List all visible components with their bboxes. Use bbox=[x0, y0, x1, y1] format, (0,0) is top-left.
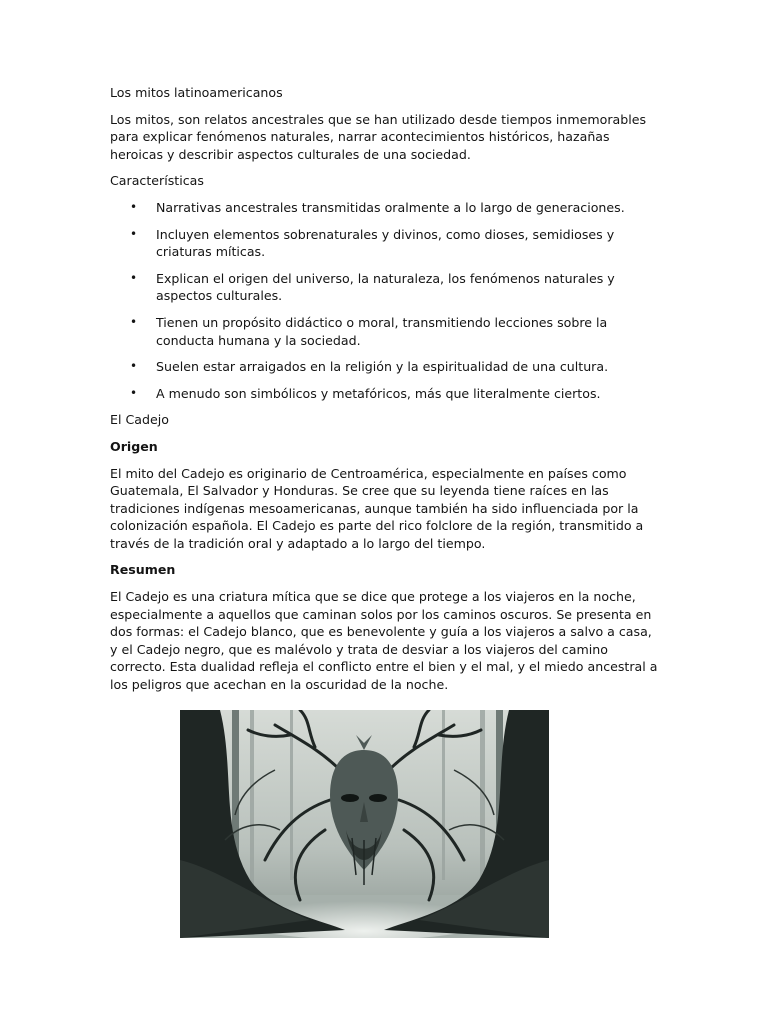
origin-paragraph: El mito del Cadejo es originario de Centroamérica, especialmente en países como Guatemala, El Salvador y Honduras. Se cree que su leyenda tiene raíces en las tradiciones indígenas mesoamericanas, aunque también ha sido influenciada por la colonización española. El Cadejo es parte del rico folclore de la región, transmitido a través de la tradición oral y adaptado a lo largo del tiempo. bbox=[110, 465, 644, 551]
list-item-text: A menudo son simbólicos y metafóricos, más que literalmente ciertos. bbox=[156, 385, 601, 401]
forest-spirit-image bbox=[180, 710, 549, 938]
characteristics-list bbox=[110, 199, 658, 402]
list-item bbox=[110, 270, 658, 305]
bullet-icon: • bbox=[130, 314, 138, 329]
document-title: Los mitos latinoamericanos bbox=[110, 85, 283, 100]
list-item-text: Explican el origen del universo, la naturaleza, los fenómenos naturales y aspectos culturales. bbox=[156, 270, 615, 304]
forest-spirit-illustration bbox=[180, 710, 549, 938]
list-item bbox=[110, 385, 658, 403]
list-item bbox=[110, 199, 658, 217]
bullet-icon: • bbox=[130, 359, 138, 374]
list-item bbox=[110, 314, 658, 349]
list-item-text: Tienen un propósito didáctico o moral, transmitiendo lecciones sobre la conducta humana y la sociedad. bbox=[156, 314, 608, 348]
list-item bbox=[110, 358, 658, 376]
list-item-text: Incluyen elementos sobrenaturales y divinos, como dioses, semidioses y criaturas míticas. bbox=[156, 226, 615, 260]
intro-paragraph: Los mitos, son relatos ancestrales que se han utilizado desde tiempos inmemorables para explicar fenómenos naturales, narrar acontecimientos históricos, hazañas heroicas y describir aspectos culturales de una sociedad. bbox=[110, 111, 647, 162]
origin-heading: Origen bbox=[110, 438, 158, 454]
list-item-text: Narrativas ancestrales transmitidas oralmente a lo largo de generaciones. bbox=[156, 199, 625, 215]
section-title: El Cadejo bbox=[110, 412, 169, 428]
bullet-icon: • bbox=[130, 199, 138, 214]
characteristics-heading: Características bbox=[110, 173, 204, 189]
list-item bbox=[110, 226, 658, 261]
summary-paragraph: El Cadejo es una criatura mítica que se dice que protege a los viajeros en la noche, especialmente a aquellos que caminan solos por los caminos oscuros. Se presenta en dos formas: el Cadejo blanco, que es benevolente y guía a los viajeros a salvo a casa, y el Cadejo negro, que es malévolo y trata de desviar a los viajeros del camino correcto. Esta dualidad refleja el conflicto entre el bien y el mal, y el miedo ancestral a los peligros que acechan en la oscuridad de la noche. bbox=[110, 589, 658, 693]
bullet-icon: • bbox=[130, 270, 138, 285]
list-item-text: Suelen estar arraigados en la religión y la espiritualidad de una cultura. bbox=[156, 359, 609, 375]
summary-heading: Resumen bbox=[110, 562, 176, 578]
bullet-icon: • bbox=[130, 226, 138, 241]
bullet-icon: • bbox=[130, 385, 138, 400]
document-body bbox=[110, 84, 658, 703]
